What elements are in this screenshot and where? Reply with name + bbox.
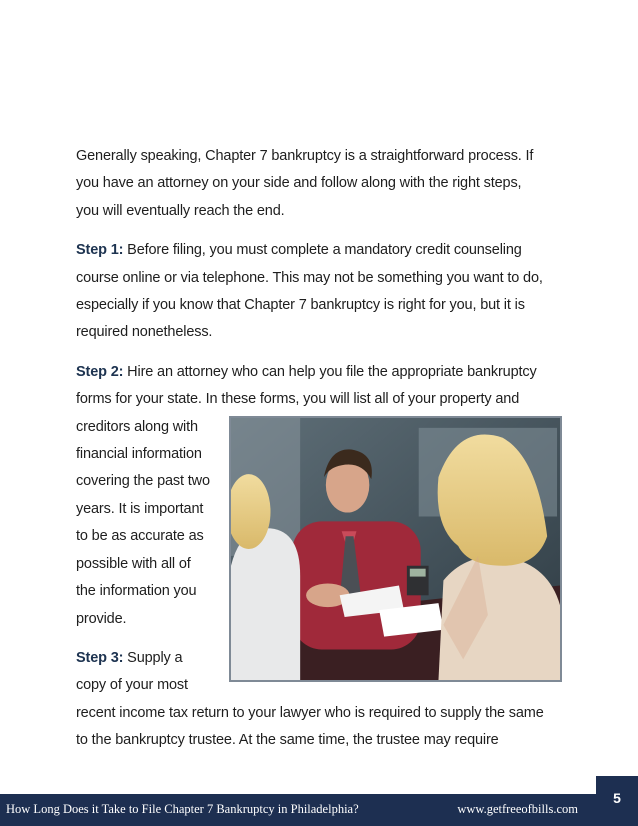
intro-paragraph	[76, 143, 576, 225]
text-line: to the bankruptcy trustee. At the same time, the trustee may require	[76, 732, 499, 749]
step-2-label: Step 2:	[76, 363, 124, 380]
text-span: Supply a	[123, 649, 183, 666]
step-1-paragraph	[76, 237, 576, 347]
step-1-label: Step 1:	[76, 242, 124, 259]
consultation-photo	[229, 416, 562, 682]
footer-url: www.getfreeofbills.com	[457, 802, 578, 816]
text-line: to be as accurate as	[76, 528, 204, 545]
text-line: creditors along with	[76, 418, 198, 435]
text-line: Generally speaking, Chapter 7 bankruptcy is a straightforward process. If	[76, 148, 534, 164]
text-line: you have an attorney on your side and follow along with the right steps,	[76, 175, 522, 192]
page-footer	[0, 794, 596, 826]
text-line: recent income tax return to your lawyer who is required to supply the same	[76, 704, 544, 721]
text-line	[76, 359, 576, 386]
text-line: covering the past two	[76, 473, 210, 490]
step-3-label: Step 3:	[76, 649, 124, 666]
text-line: you will eventually reach the end.	[76, 202, 285, 219]
page-number: 5	[613, 790, 621, 806]
text-line: provide.	[76, 610, 127, 627]
page-number-badge	[596, 776, 638, 826]
text-line: required nonetheless.	[76, 324, 213, 341]
text-span: Before filing, you must complete a mandatory credit counseling	[123, 242, 522, 259]
text-line: forms for your state. In these forms, you will list all of your property and	[76, 391, 520, 408]
text-line: years. It is important	[76, 500, 204, 517]
text-line: especially if you know that Chapter 7 bankruptcy is right for you, but it is	[76, 297, 525, 314]
text-line: possible with all of	[76, 555, 191, 572]
footer-title: How Long Does it Take to File Chapter 7 Bankruptcy in Philadelphia?	[6, 802, 359, 816]
text-line: financial information	[76, 446, 202, 463]
text-line: course online or via telephone. This may not be something you want to do,	[76, 269, 543, 286]
text-line: the information you	[76, 583, 197, 600]
text-span: Hire an attorney who can help you file the appropriate bankruptcy	[123, 363, 537, 380]
text-line	[76, 237, 576, 264]
photo-illustration	[231, 418, 560, 680]
text-line: copy of your most	[76, 677, 188, 694]
